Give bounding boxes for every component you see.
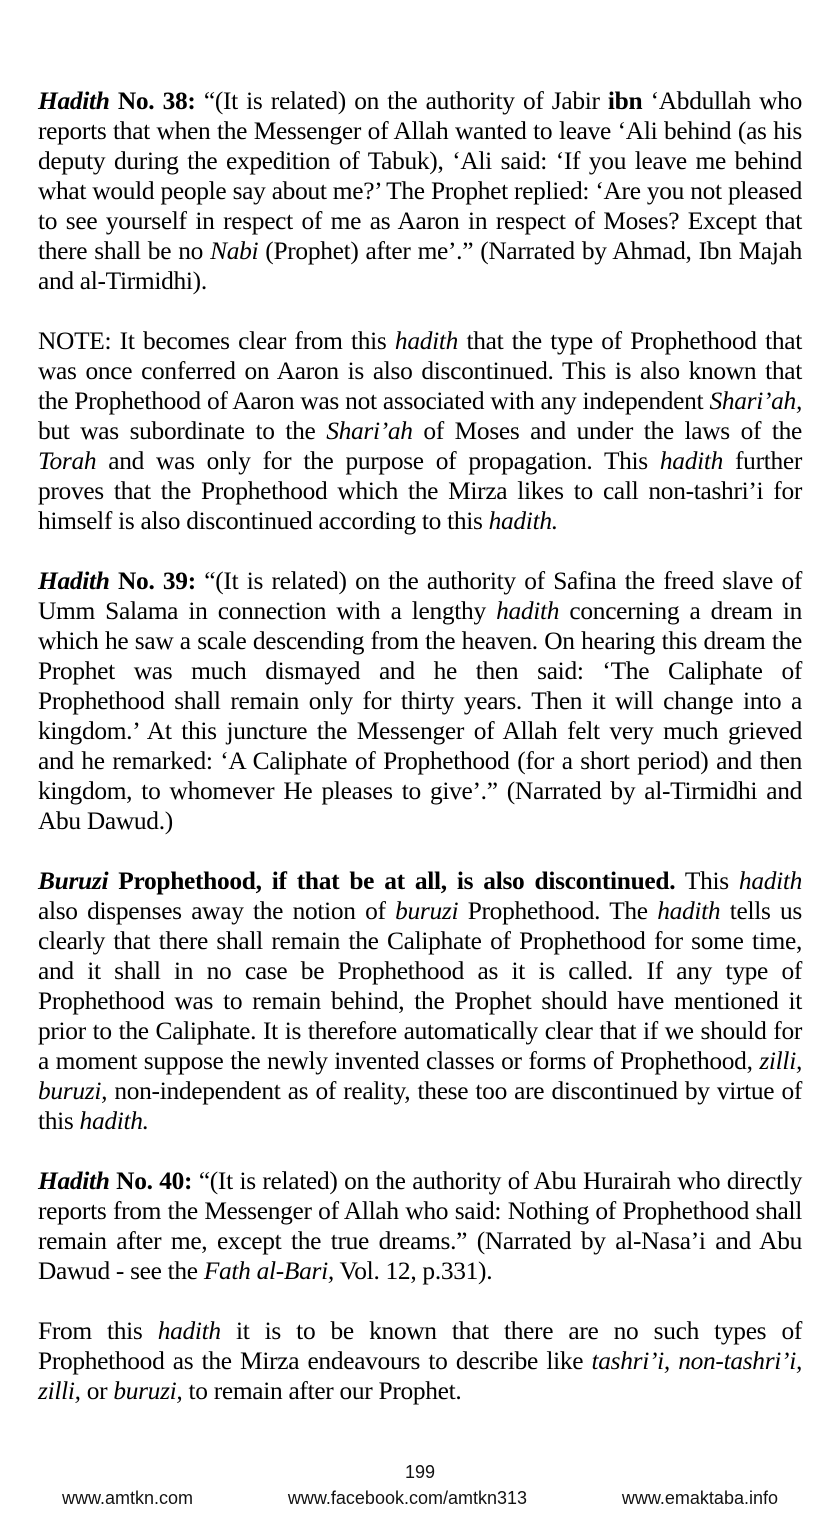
text-segment: ‘Abdullah who reports that when the Messenger of Allah wanted to leave ‘Ali behind (as his deputy during the expedition of Tabuk), ‘Ali said: ‘If you leave me behind what would people say about me?’ The Prophet replied: ‘Are you not pleased to see yourself in respect of me as Aaron in respect of Moses? Except that there shall be no <box>38 87 802 265</box>
text-segment: Nabi <box>210 237 259 265</box>
text-segment: From this <box>38 1317 158 1345</box>
text-segment: Fath al-Bari, <box>203 1257 334 1285</box>
text-segment: zilli, buruzi, <box>38 1047 802 1105</box>
footer-link-emaktaba[interactable]: www.emaktaba.info <box>621 1488 778 1508</box>
text-segment: hadith <box>496 597 560 625</box>
text-segment: “(It is related) on the authority of Safina the freed slave of Umm Salama in connection with a lengthy <box>38 567 802 625</box>
text-segment: Shari’ah, <box>709 387 802 415</box>
text-segment: Hadith <box>38 87 110 115</box>
footer-link-amtkn[interactable]: www.amtkn.com <box>62 1488 194 1508</box>
text-segment: Prophethood. The <box>458 897 658 925</box>
text-segment: also dispenses away the notion of <box>38 897 396 925</box>
text-segment: “(It is related) on the authority of Jabir <box>203 87 608 115</box>
paragraph-hadith-40 <box>38 1166 802 1286</box>
text-segment: hadith <box>157 1317 221 1345</box>
paragraph-hadith-38 <box>38 86 802 296</box>
text-segment: that the type of Prophethood that was once conferred on Aaron is also discontinued. This is also known that the Prophethood of Aaron was not associated with any independent <box>38 327 802 415</box>
text-segment: tells us clearly that there shall remain the Caliphate of Prophethood for some time, and it shall in no case be Prophethood as it is called. If any type of Prophethood was to remain behind, the Prophet should have mentioned it prior to the Caliphate. It is therefore automatically clear that if we should for a moment suppose the newly invented classes or forms of Prophethood, <box>38 897 802 1075</box>
paragraph-hadith-39 <box>38 566 802 836</box>
text-segment: non-independent as of reality, these too are discontinued by virtue of this <box>38 1077 802 1135</box>
text-segment: to remain after our Prophet. <box>182 1377 462 1405</box>
text-segment: hadith <box>738 867 803 895</box>
text-segment: No. 38: <box>109 87 204 115</box>
text-segment: hadith. <box>79 1107 149 1135</box>
text-segment: hadith. <box>488 507 558 535</box>
text-segment: Buruzi <box>38 867 109 895</box>
text-segment: Torah <box>38 447 97 475</box>
footer <box>62 1488 778 1509</box>
text-segment: buruzi <box>395 897 459 925</box>
text-segment: No. 40: <box>109 1167 199 1195</box>
text-segment: it is to be known that there are no such types of Prophethood as the Mirza endeavours to describe like <box>38 1317 802 1375</box>
text-segment: tashri’i, non-tashri’i, zilli, <box>38 1347 802 1405</box>
text-segment: of Moses and under the laws of the <box>412 417 802 445</box>
text-segment: (Prophet) after me’.” (Narrated by Ahmad, Ibn Majah and al-Tirmidhi). <box>38 237 802 295</box>
text-segment: This <box>675 867 739 895</box>
text-segment: further proves that the Prophethood which the Mirza likes to call non-tashri’i for himself is also discontinued according to this <box>38 447 802 535</box>
text-segment: or <box>80 1377 114 1405</box>
text-segment: buruzi, <box>113 1377 183 1405</box>
paragraph-buruzi <box>38 866 802 1136</box>
text-segment: Vol. 12, p.331). <box>333 1257 493 1285</box>
text-segment: Prophethood, if that be at all, is also discontinued. <box>108 867 676 895</box>
text-segment: NOTE: It becomes clear from this <box>38 327 395 355</box>
text-segment: and was only for the purpose of propagation. This <box>96 447 660 475</box>
text-segment: hadith <box>657 897 721 925</box>
text-segment: “(It is related) on the authority of Abu Hurairah who directly reports from the Messenger of Allah who said: Nothing of Prophethood shall remain after me, except the true dreams.” (Narrated by al-Nasa’i and Abu Dawud - see the <box>38 1167 802 1285</box>
paragraph-note <box>38 326 802 536</box>
text-segment: hadith <box>394 327 459 355</box>
text-segment: but was subordinate to the <box>38 417 327 445</box>
text-segment: hadith <box>659 447 723 475</box>
paragraph-conclusion <box>38 1316 802 1406</box>
page-number: 199 <box>404 1462 436 1482</box>
page-body <box>38 86 802 1436</box>
footer-link-facebook[interactable]: www.facebook.com/amtkn313 <box>287 1488 528 1508</box>
text-segment: Hadith <box>38 567 110 595</box>
text-segment: Hadith <box>38 1167 110 1195</box>
text-segment: concerning a dream in which he saw a scale descending from the heaven. On hearing this dream the Prophet was much dismayed and he then said: ‘The Caliphate of Prophethood shall remain only for thirty years. Then it will change into a kingdom.’ At this juncture the Messenger of Allah felt very much grieved and he remarked: ‘A Caliphate of Prophethood (for a short period) and then kingdom, to whomever He pleases to give’.” (Narrated by al-Tirmidhi and Abu Dawud.) <box>38 597 803 835</box>
text-segment: ibn <box>607 87 643 115</box>
text-segment: No. 39: <box>109 567 205 595</box>
text-segment: Shari’ah <box>326 417 413 445</box>
